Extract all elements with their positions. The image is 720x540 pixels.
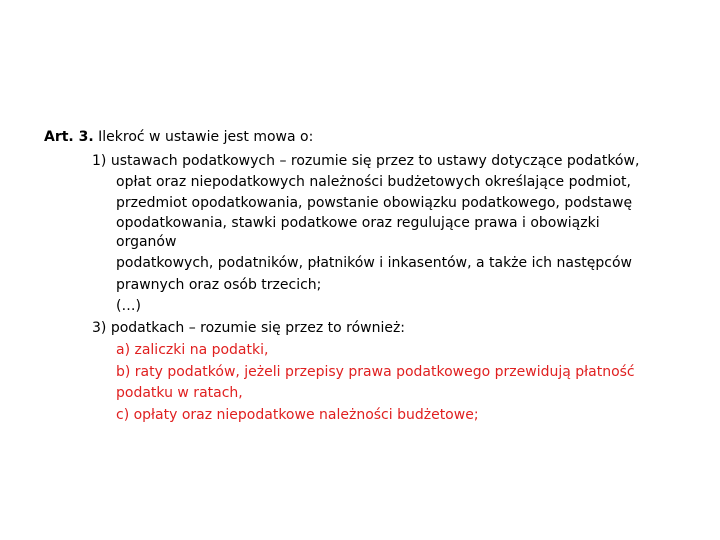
article-heading-line (44, 127, 313, 147)
item3-sub-c: c) opłaty oraz niepodatkowe należności budżetowe; (116, 407, 479, 423)
item3-intro: 3) podatkach – rozumie się przez to również: (92, 320, 406, 336)
item3-sub-b-line-2: podatku w ratach, (116, 385, 243, 401)
item3-sub-b-line-1: b) raty podatków, jeżeli przepisy prawa podatkowego przewidują płatność (116, 364, 635, 380)
item1-line-3: przedmiot opodatkowania, powstanie obowiązku podatkowego, podstawę (116, 195, 633, 211)
article-label: Art. 3. (44, 129, 94, 145)
item1-line-4: opodatkowania, stawki podatkowe oraz regulujące prawa i obowiązki (116, 215, 600, 231)
item1-line-1: 1) ustawach podatkowych – rozumie się przez to ustawy dotyczące podatków, (92, 153, 640, 169)
item1-line-5: organów (116, 234, 177, 250)
item1-ellipsis: (…) (116, 298, 141, 314)
item1-line-6: podatkowych, podatników, płatników i inkasentów, a także ich następców (116, 255, 632, 271)
item1-line-7: prawnych oraz osób trzecich; (116, 277, 322, 293)
article-intro: Ilekroć w ustawie jest mowa o: (98, 129, 314, 145)
item3-sub-a: a) zaliczki na podatki, (116, 342, 269, 358)
item1-line-2: opłat oraz niepodatkowych należności budżetowych określające podmiot, (116, 174, 631, 190)
